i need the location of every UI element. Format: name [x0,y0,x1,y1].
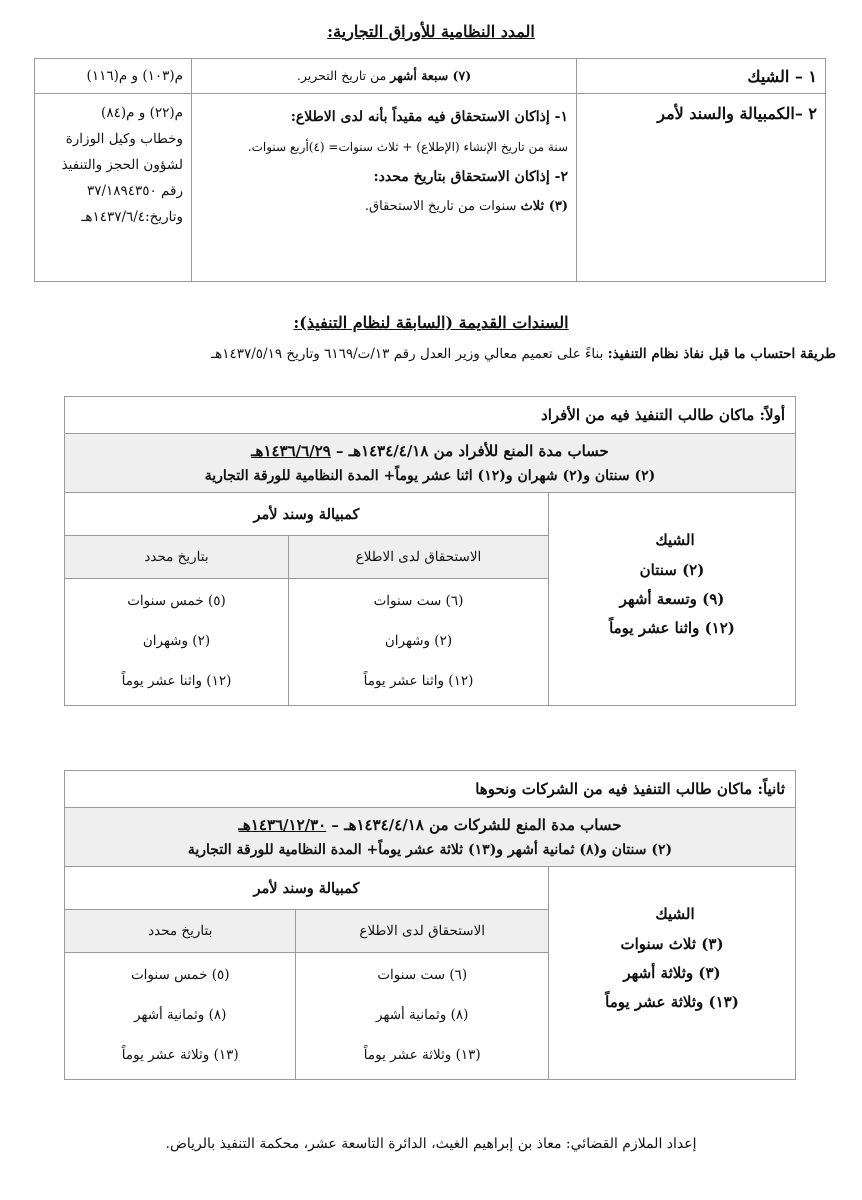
value-line: (١٣) وثلاثة عشر يوماً [121,1047,239,1063]
table-row [35,94,826,282]
desc-line-3: ٢- إذاكان الاستحقاق بتاريخ محدد: [373,169,568,185]
calc-date: ١٤٣٦/١٢/٣٠هـ [238,816,327,834]
row-name-bill: ٢ –الكمبيالة والسند لأمر [577,94,826,282]
row-ref-cheque: م(١٠٣) و م(١١٦) [35,59,192,94]
desc-line-1: ١- إذاكان الاستحقاق فيه مقيداً بأنه لدى الاطلاع: [290,109,568,125]
calc-date: ١٤٣٦/٦/٢٩هـ [251,442,331,460]
bill-header: كمبيالة وسند لأمر [65,493,549,536]
table-row [35,59,826,94]
cheque-line: (٣) ثلاث سنوات [620,934,724,953]
cheque-line: (٩) وتسعة أشهر [619,589,725,608]
durations-table [34,58,826,282]
value-line: (٦) ست سنوات [377,967,468,983]
calc-cell [65,808,796,867]
bill-header: كمبيالة وسند لأمر [65,867,549,910]
value-line: (٥) خمس سنوات [130,967,230,983]
value-line: (١٣) وثلاثة عشر يوماً [363,1047,481,1063]
cheque-line: (٣) وثلاثة أشهر [623,963,721,982]
value-line: (٨) وثمانية أشهر [376,1007,469,1023]
desc-line-2: سنة من تاريخ الإنشاء (الإطلاع) + ثلاث سنوات= (٤)أربع سنوات. [247,140,568,154]
date-header: بتاريخ محدد [65,910,296,953]
sight-header: الاستحقاق لدى الاطلاع [296,910,549,953]
value-line: (٢) وشهران [142,633,211,649]
calc-cell [65,434,796,493]
calc-prefix: حساب مدة المنع للشركات من ١٤٣٤/٤/١٨هـ – [326,816,622,834]
value-line: (١٢) واثنا عشر يوماً [363,673,474,689]
companies-table [64,770,796,1080]
cheque-header-2: الشيك [655,905,695,923]
calc-line-1 [75,816,785,834]
method-text: بناءً على تعميم معالي وزير العدل رقم ١٣/ت/٦١٦٩ وتاريخ ١٤٣٧/٥/١٩هـ [211,346,608,362]
desc-text: من تاريخ التحرير. [296,68,391,83]
calc-line-1 [75,442,785,460]
old-section-title: السندات القديمة (السابقة لنظام التنفيذ): [293,313,569,332]
ref-line: وتاريخ:١٤٣٧/٦/٤هـ [81,209,183,225]
desc-bold: (٧) سبعة أشهر [390,68,472,83]
cheque-cell [549,493,796,706]
footer-credit: إعداد الملازم القضائي: معاذ بن إبراهيم الغيث، الدائرة التاسعة عشر، محكمة التنفيذ بالرياض. [165,1136,697,1152]
cheque-line: (١٣) وثلاثة عشر يوماً [605,992,739,1011]
row-name-cheque: ١ – الشيك [577,59,826,94]
desc-line-4 [200,192,568,222]
cheque-line: (٢) سنتان [639,560,705,579]
row-ref-bill [35,94,192,282]
method-label: طريقة احتساب ما قبل نفاذ نظام التنفيذ: [607,346,836,362]
cheque-line: (١٢) واثنا عشر يوماً [609,618,735,637]
box-header: ثانياً: ماكان طالب التنفيذ فيه من الشركات ونحوها [65,771,796,808]
row-desc-bill [192,94,577,282]
cheque-cell [549,867,796,1080]
date-values [65,579,289,706]
ref-line: وخطاب وكيل الوزارة [65,131,183,147]
value-line: (٢) وشهران [384,633,453,649]
sight-values [288,579,548,706]
page-title: المدد النظامية للأوراق التجارية: [327,22,535,41]
ref-line: رقم ٣٧/١٨٩٤٣٥٠ [86,183,183,199]
method-line [16,346,836,362]
value-line: (٨) وثمانية أشهر [134,1007,227,1023]
calc-line-2: (٢) سنتان و(٢) شهران و(١٢) اثنا عشر يوماً+ المدة النظامية للورقة التجارية [204,468,656,484]
sight-values [296,953,549,1080]
individuals-table [64,396,796,706]
calc-line-2: (٢) سنتان و(٨) ثمانية أشهر و(١٣) ثلاثة عشر يوماً+ المدة النظامية للورقة التجارية [187,842,673,858]
calc-prefix: حساب مدة المنع للأفراد من ١٤٣٤/٤/١٨هـ – [330,442,609,460]
date-header: بتاريخ محدد [65,536,289,579]
ref-line: م(٢٢) و م(٨٤) [101,105,183,121]
sight-header: الاستحقاق لدى الاطلاع [288,536,548,579]
desc-text: سنوات من تاريخ الاستحقاق. [364,199,521,214]
row-desc-cheque [192,59,577,94]
date-values [65,953,296,1080]
value-line: (١٢) واثنا عشر يوماً [121,673,232,689]
value-line: (٥) خمس سنوات [127,593,226,609]
box-header: أولاً: ماكان طالب التنفيذ فيه من الأفراد [65,397,796,434]
cheque-header-1: الشيك [655,531,695,549]
ref-line: لشؤون الحجز والتنفيذ [61,157,183,173]
value-line: (٦) ست سنوات [373,593,464,609]
desc-bold: (٣) ثلاث [520,199,568,214]
